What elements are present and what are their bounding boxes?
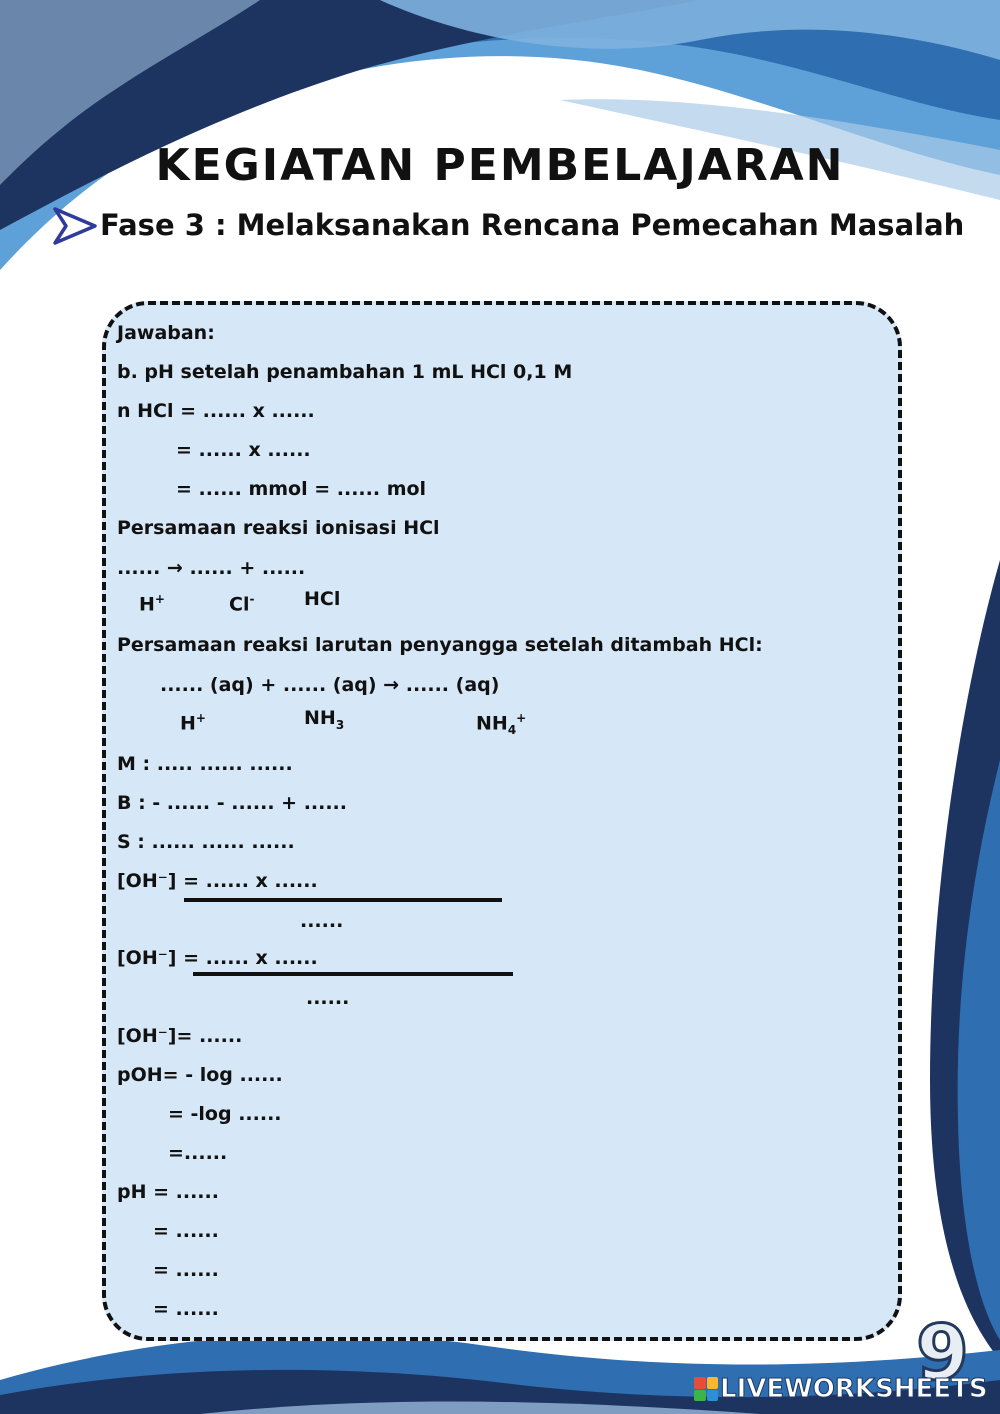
n-hcl-line-3[interactable]: = ...... mmol = ...... mol — [176, 478, 427, 500]
row-m[interactable]: M : ..... ...... ...... — [117, 753, 293, 775]
oh-fraction-2-numerator[interactable]: [OH⁻] = ...... x ...... — [117, 947, 318, 969]
buffer-equation[interactable]: ...... (aq) + ...... (aq) → ...... (aq) — [160, 674, 500, 696]
option-hcl[interactable]: HCl — [304, 588, 341, 610]
phase-label: Fase 3 : Melaksanakan Rencana Pemecahan Masalah — [100, 208, 965, 242]
ionization-equation[interactable]: ...... → ...... + ...... — [117, 557, 306, 579]
n-hcl-line-1[interactable]: n HCl = ...... x ...... — [117, 400, 315, 422]
row-b[interactable]: B : - ...... - ...... + ...... — [117, 792, 347, 814]
option-nh4-plus[interactable]: $NH_4^+$ — [476, 711, 527, 738]
poh-line-3[interactable]: =...... — [168, 1142, 228, 1164]
fraction-bar-2 — [193, 972, 513, 976]
option-h-plus-buffer[interactable]: H+ — [180, 711, 206, 735]
page-number: 9 — [916, 1308, 969, 1397]
arrow-bullet-icon — [52, 206, 98, 246]
ionization-heading: Persamaan reaksi ionisasi HCl — [117, 517, 440, 539]
oh-fraction-2-denominator[interactable]: ...... — [306, 987, 350, 1009]
n-hcl-line-2[interactable]: = ...... x ...... — [176, 439, 311, 461]
ph-line-3[interactable]: = ...... — [153, 1259, 219, 1281]
option-cl-minus[interactable]: Cl- — [229, 592, 255, 616]
fraction-bar-1 — [184, 898, 502, 902]
phase-heading — [52, 204, 965, 250]
ph-line-1[interactable]: pH = ...... — [117, 1181, 219, 1203]
poh-line-2[interactable]: = -log ...... — [168, 1103, 282, 1125]
buffer-reaction-heading: Persamaan reaksi larutan penyangga setelah ditambah HCl: — [117, 634, 763, 656]
ph-line-2[interactable]: = ...... — [153, 1220, 219, 1242]
option-h-plus[interactable]: H+ — [139, 592, 165, 616]
answer-label: Jawaban: — [117, 322, 215, 344]
poh-line-1[interactable]: pOH= - log ...... — [117, 1064, 283, 1086]
oh-fraction-1-denominator[interactable]: ...... — [300, 910, 344, 932]
ph-line-4[interactable]: = ...... — [153, 1298, 219, 1320]
brand-name: LIVEWORKSHEETS — [720, 1374, 988, 1404]
row-s[interactable]: S : ...... ...... ...... — [117, 831, 295, 853]
oh-result[interactable]: [OH⁻]= ...... — [117, 1025, 243, 1047]
question-b: b. pH setelah penambahan 1 mL HCl 0,1 M — [117, 361, 573, 383]
option-nh3[interactable]: $NH_3$ — [304, 707, 345, 732]
oh-fraction-1-numerator[interactable]: [OH⁻] = ...... x ...... — [117, 870, 318, 892]
page-title: KEGIATAN PEMBELAJARAN — [155, 140, 845, 191]
liveworksheets-logo-icon — [694, 1377, 718, 1401]
